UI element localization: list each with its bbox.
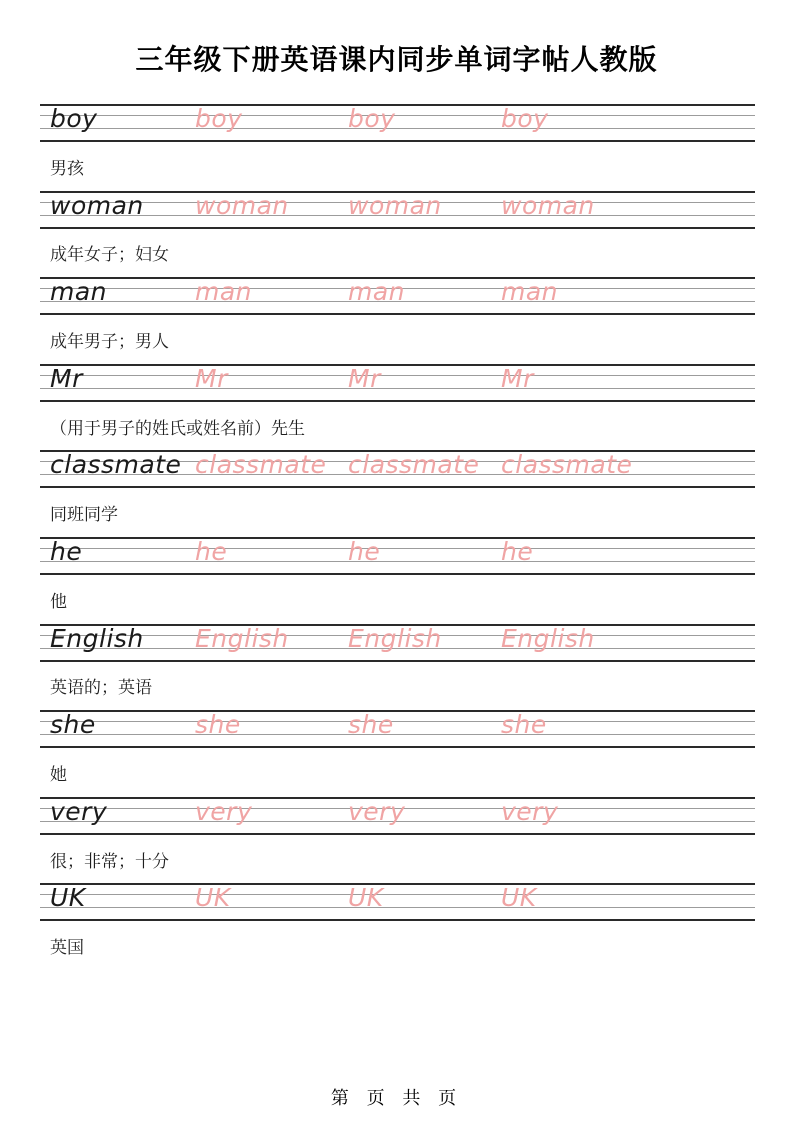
practice-word: boy xyxy=(50,104,98,133)
definition-text: 很；非常；十分 xyxy=(50,851,169,872)
trace-word: boy xyxy=(501,104,549,133)
word-row xyxy=(40,104,755,191)
word-line xyxy=(50,622,755,656)
word-line xyxy=(50,102,755,136)
word-row xyxy=(40,191,755,278)
trace-word: Mr xyxy=(501,363,534,393)
word-line xyxy=(50,448,755,482)
practice-word: he xyxy=(50,536,83,566)
definition-text: 同班同学 xyxy=(50,505,118,526)
trace-word: English xyxy=(501,623,595,653)
trace-word: English xyxy=(195,623,289,653)
practice-word: Mr xyxy=(50,363,83,393)
trace-word: she xyxy=(501,710,547,740)
practice-word: classmate xyxy=(50,450,182,480)
page-title: 三年级下册英语课内同步单词字帖人教版 xyxy=(135,43,658,76)
word-row xyxy=(40,710,755,797)
trace-word: very xyxy=(195,796,253,826)
trace-word: classmate xyxy=(348,450,480,480)
trace-word: he xyxy=(195,536,228,566)
trace-word: classmate xyxy=(501,450,633,480)
word-row xyxy=(40,883,755,970)
word-rows-container xyxy=(40,104,755,970)
word-row xyxy=(40,537,755,624)
trace-word: boy xyxy=(195,104,243,133)
trace-word: very xyxy=(501,796,559,826)
writing-guide xyxy=(40,191,755,229)
definition-text: 英语的；英语 xyxy=(50,678,152,699)
writing-guide xyxy=(40,277,755,315)
definition-text: 她 xyxy=(50,764,67,785)
writing-guide xyxy=(40,710,755,748)
word-line xyxy=(50,362,755,396)
practice-word: very xyxy=(50,796,108,826)
word-line xyxy=(50,881,755,915)
trace-word: man xyxy=(501,277,559,307)
word-line xyxy=(50,708,755,742)
trace-word: UK xyxy=(501,883,537,913)
word-row xyxy=(40,450,755,537)
practice-word: woman xyxy=(50,190,144,220)
trace-word: English xyxy=(348,623,442,653)
trace-word: woman xyxy=(348,190,442,220)
trace-word: he xyxy=(501,536,534,566)
trace-word: she xyxy=(195,710,241,740)
trace-word: woman xyxy=(195,190,289,220)
trace-word: boy xyxy=(348,104,396,133)
page-footer: 第 页 共 页 xyxy=(330,1088,463,1109)
definition-text: （用于男子的姓氏或姓名前）先生 xyxy=(50,418,305,439)
word-row xyxy=(40,797,755,884)
practice-word: UK xyxy=(50,883,86,913)
practice-word: she xyxy=(50,710,96,740)
trace-word: UK xyxy=(195,883,231,913)
writing-guide xyxy=(40,797,755,835)
writing-guide xyxy=(40,450,755,488)
trace-word: Mr xyxy=(348,363,381,393)
trace-word: man xyxy=(348,277,406,307)
trace-word: she xyxy=(348,710,394,740)
definition-text: 成年男子；男人 xyxy=(50,331,169,352)
practice-word: man xyxy=(50,277,108,307)
definition-text: 他 xyxy=(50,591,67,612)
word-line xyxy=(50,535,755,569)
writing-guide xyxy=(40,104,755,142)
writing-guide xyxy=(40,364,755,402)
word-row xyxy=(40,277,755,364)
trace-word: UK xyxy=(348,883,384,913)
trace-word: man xyxy=(195,277,253,307)
definition-text: 成年女子；妇女 xyxy=(50,245,169,266)
word-line xyxy=(50,275,755,309)
definition-text: 男孩 xyxy=(50,158,84,179)
definition-text: 英国 xyxy=(50,938,84,959)
word-line xyxy=(50,795,755,829)
writing-guide xyxy=(40,537,755,575)
trace-word: very xyxy=(348,796,406,826)
trace-word: Mr xyxy=(195,363,228,393)
word-line xyxy=(50,189,755,223)
writing-guide xyxy=(40,624,755,662)
trace-word: classmate xyxy=(195,450,327,480)
word-row xyxy=(40,624,755,711)
trace-word: he xyxy=(348,536,381,566)
word-row xyxy=(40,364,755,451)
writing-guide xyxy=(40,883,755,921)
practice-word: English xyxy=(50,623,144,653)
trace-word: woman xyxy=(501,190,595,220)
